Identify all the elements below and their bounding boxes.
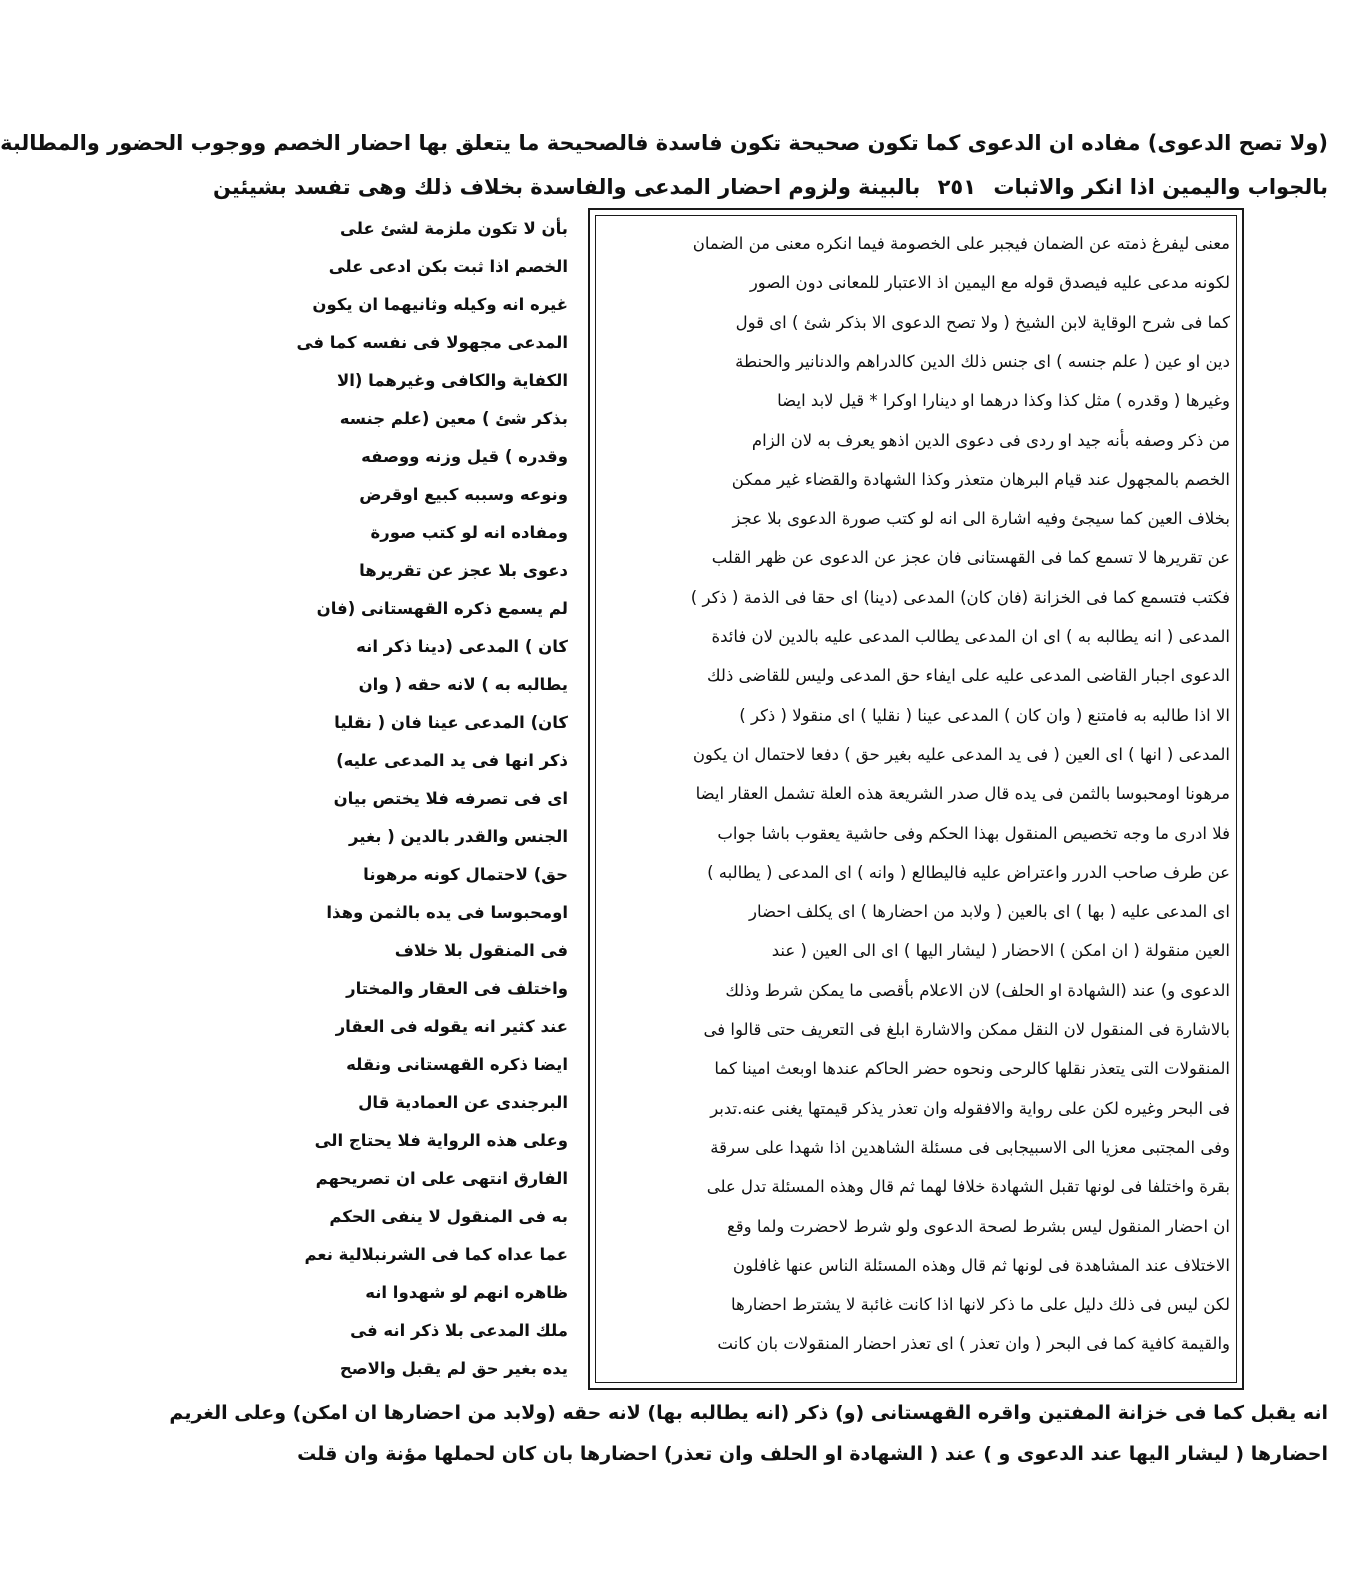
page-number: ٢٥١: [937, 175, 977, 199]
main-column-line: دين او عين ( علم جنسه ) اى جنس ذلك الدين كالدراهم والدنانير والحنطة: [735, 351, 1230, 371]
main-column-line: عن طرف صاحب الدرر واعتراض عليه فاليطالع ( وانه ) اى المدعى ( يطالبه ): [707, 862, 1230, 882]
main-column-line: الاختلاف عند المشاهدة فى لونها ثم قال وهذه المسئلة الناس عنها غافلون: [732, 1255, 1230, 1275]
main-column-line: مرهونا اومحبوسا بالثمن فى يده قال صدر الشريعة هذه العلة تشمل العقار ايضا: [695, 784, 1230, 804]
side-column-line: ايضا ذكره القهستانى ونقله: [346, 1055, 568, 1074]
side-column-line: عما عداه كما فى الشرنبلالية نعم: [304, 1245, 568, 1264]
main-column-line: العين منقولة ( ان امكن ) الاحضار ( ليشار اليها ) اى الى العين ( عند: [771, 941, 1230, 961]
main-column-line: الدعوى اجبار القاضى المدعى عليه على ايفاء حق المدعى وليس للقاضى ذلك: [707, 666, 1230, 686]
main-column-line: الخصم بالمجهول عند قيام البرهان متعذر وكذا الشهادة والقضاء غير ممكن: [731, 469, 1230, 489]
side-column-line: به فى المنقول لا ينفى الحكم: [329, 1207, 568, 1226]
side-column-line: ونوعه وسببه كبيع اوقرض: [359, 485, 568, 504]
main-column-line: الا اذا طالبه به فامتنع ( وان كان ) المدعى عينا ( نقليا ) اى منقولا ( ذكر ): [739, 705, 1230, 725]
side-column-line: الجنس والقدر بالدين ( بغير: [348, 827, 568, 846]
side-column-line: اومحبوسا فى يده بالثمن وهذا: [326, 903, 568, 922]
main-column-line: ان احضار المنقول ليس بشرط لصحة الدعوى ولو شرط لاحضرت ولما وقع: [726, 1216, 1230, 1236]
side-column-line: يطالبه به ) لانه حقه ( وان: [358, 675, 568, 694]
main-column-line: المنقولات التى يتعذر نقلها كالرحى ونحوه حضر الحاكم عندها اوبعث امينا كما: [714, 1059, 1230, 1079]
header-line: [212, 172, 1328, 204]
footer-line: احضارها ( ليشار اليها عند الدعوى و ) عند ( الشهادة او الحلف وان تعذر) احضارها بان كان لحملها مؤنة وان قلت: [297, 1443, 1328, 1465]
main-column-line: الدعوى و) عند (الشهادة او الحلف) لان الاعلام بأقصى ما يمكن شرط وذلك: [725, 980, 1230, 1000]
side-column-line: بذكر شئ ) معين (علم جنسه: [339, 409, 568, 428]
side-column-line: فى المنقول بلا خلاف: [394, 941, 568, 960]
main-column-line: اى المدعى عليه ( بها ) اى بالعين ( ولابد من احضارها ) اى يكلف احضار: [748, 902, 1230, 922]
side-column-line: ظاهره انهم لو شهدوا انه: [365, 1283, 568, 1302]
side-column-line: كان) المدعى عينا فان ( نقليا: [334, 713, 568, 732]
main-column-line: بقرة واختلفا فى لونها تقبل الشهادة خلافا لهما ثم قال وهذه المسئلة تدل على: [706, 1177, 1230, 1197]
side-column-line: ومفاده انه لو كتب صورة: [370, 523, 568, 542]
main-column-line: والقيمة كافية كما فى البحر ( وان تعذر ) اى تعذر احضار المنقولات بان كانت: [717, 1334, 1230, 1354]
main-column-line: معنى ليفرغ ذمته عن الضمان فيجبر على الخصومة فيما انكره معنى من الضمان: [692, 234, 1230, 253]
side-column-line: يده بغير حق لم يقبل والاصح: [339, 1359, 568, 1378]
side-column-line: الفارق انتهى على ان تصريحهم: [315, 1169, 568, 1188]
side-column-line: البرجندى عن العمادية قال: [358, 1093, 568, 1112]
main-column-line: المدعى ( انها ) اى العين ( فى يد المدعى عليه بغير حق ) دفعا لاحتمال ان يكون: [692, 744, 1230, 764]
main-column-line: لكن ليس فى ذلك دليل على ما ذكر لانها اذا كانت غائبة لا يشترط احضارها: [731, 1295, 1230, 1315]
side-column-line: اى فى تصرفه فلا يختص بيان: [333, 789, 568, 808]
main-column-line: بالاشارة فى المنقول لان النقل ممكن والاشارة ابلغ فى التعريف حتى قالوا فى: [703, 1020, 1230, 1039]
main-column-line: وفى المجتبى معزيا الى الاسبيجابى فى مسئلة الشاهدين اذا شهدا على سرقة: [710, 1137, 1230, 1157]
side-column-line: الكفاية والكافى وغيرهما (الا: [336, 371, 568, 390]
footer-line: انه يقبل كما فى خزانة المفتين واقره القهستانى (و) ذكر (انه يطالبه بها) لانه حقه (ولابد من احضارها ان امكن) وعلى الغريم: [169, 1402, 1328, 1424]
main-column-line: كما فى شرح الوقاية لابن الشيخ ( ولا تصح الدعوى الا بذكر شئ ) اى قول: [735, 312, 1230, 332]
side-column-line: واختلف فى العقار والمختار: [346, 979, 568, 998]
side-column-line: وعلى هذه الرواية فلا يحتاج الى: [314, 1131, 568, 1150]
main-column-line: لكونه مدعى عليه فيصدق قوله مع اليمين اذ الاعتبار للمعانى دون الصور: [749, 273, 1230, 293]
side-column-line: حق) لاحتمال كونه مرهونا: [363, 865, 568, 884]
header-line-part: بالبينة ولزوم احضار المدعى والفاسدة بخلاف ذلك وهى تفسد بشيئين: [212, 175, 921, 199]
header-line-part: بالجواب واليمين اذا انكر والاثبات: [986, 175, 1328, 199]
main-column-line: فى البحر وغيره لكن على رواية والافقوله وان تعذر يذكر قيمتها يغنى عنه.تدبر: [710, 1098, 1230, 1118]
side-column-line: دعوى بلا عجز عن تقريرها: [359, 561, 568, 580]
side-column-line: ذكر انها فى يد المدعى عليه): [336, 751, 568, 770]
side-column-line: عند كثير انه يقوله فى العقار: [335, 1017, 568, 1036]
side-column-line: وقدره ) قيل وزنه ووصفه: [361, 447, 568, 466]
main-column-line: فكتب فتسمع كما فى الخزانة (فان كان) المدعى (دينا) اى حقا فى الذمة ( ذكر ): [690, 587, 1230, 607]
main-column-line: فلا ادرى ما وجه تخصيص المنقول بهذا الحكم وفى حاشية يعقوب باشا جواب: [717, 823, 1230, 843]
side-column-line: غيره انه وكيله وثانيهما ان يكون: [312, 295, 568, 314]
main-column-line: المدعى ( انه يطالبه به ) اى ان المدعى يطالب المدعى عليه بالدين لان فائدة: [711, 627, 1230, 646]
side-column-line: ملك المدعى بلا ذكر انه فى: [350, 1321, 568, 1340]
main-column-line: بخلاف العين كما سيجئ وفيه اشارة الى انه لو كتب صورة الدعوى بلا عجز: [732, 509, 1230, 529]
main-column-line: عن تقريرها لا تسمع كما فى القهستانى فان عجز عن الدعوى عن ظهر القلب: [711, 548, 1230, 568]
header-line: (ولا تصح الدعوى) مفاده ان الدعوى كما تكون صحيحة تكون فاسدة فالصحيحة ما يتعلق بها احضار الخصم ووجوب الحضور والمطالبة: [0, 131, 1328, 155]
side-column-line: بأن لا تكون ملزمة لشئ على: [340, 219, 568, 238]
side-column-line: لم يسمع ذكره القهستانى (فان: [316, 599, 568, 618]
side-column-line: الخصم اذا ثبت بكن ادعى على: [328, 257, 568, 276]
side-column-line: المدعى مجهولا فى نفسه كما فى: [296, 333, 568, 352]
main-column-line: من ذكر وصفه بأنه جيد او ردى فى دعوى الدين اذهو يعرف به لان الزام: [751, 430, 1230, 450]
side-column-line: كان ) المدعى (دينا ذكر انه: [356, 637, 568, 656]
main-column-line: وغيرها ( وقدره ) مثل كذا وكذا درهما او دينارا اوكرا * قيل لابد ايضا: [777, 391, 1230, 411]
